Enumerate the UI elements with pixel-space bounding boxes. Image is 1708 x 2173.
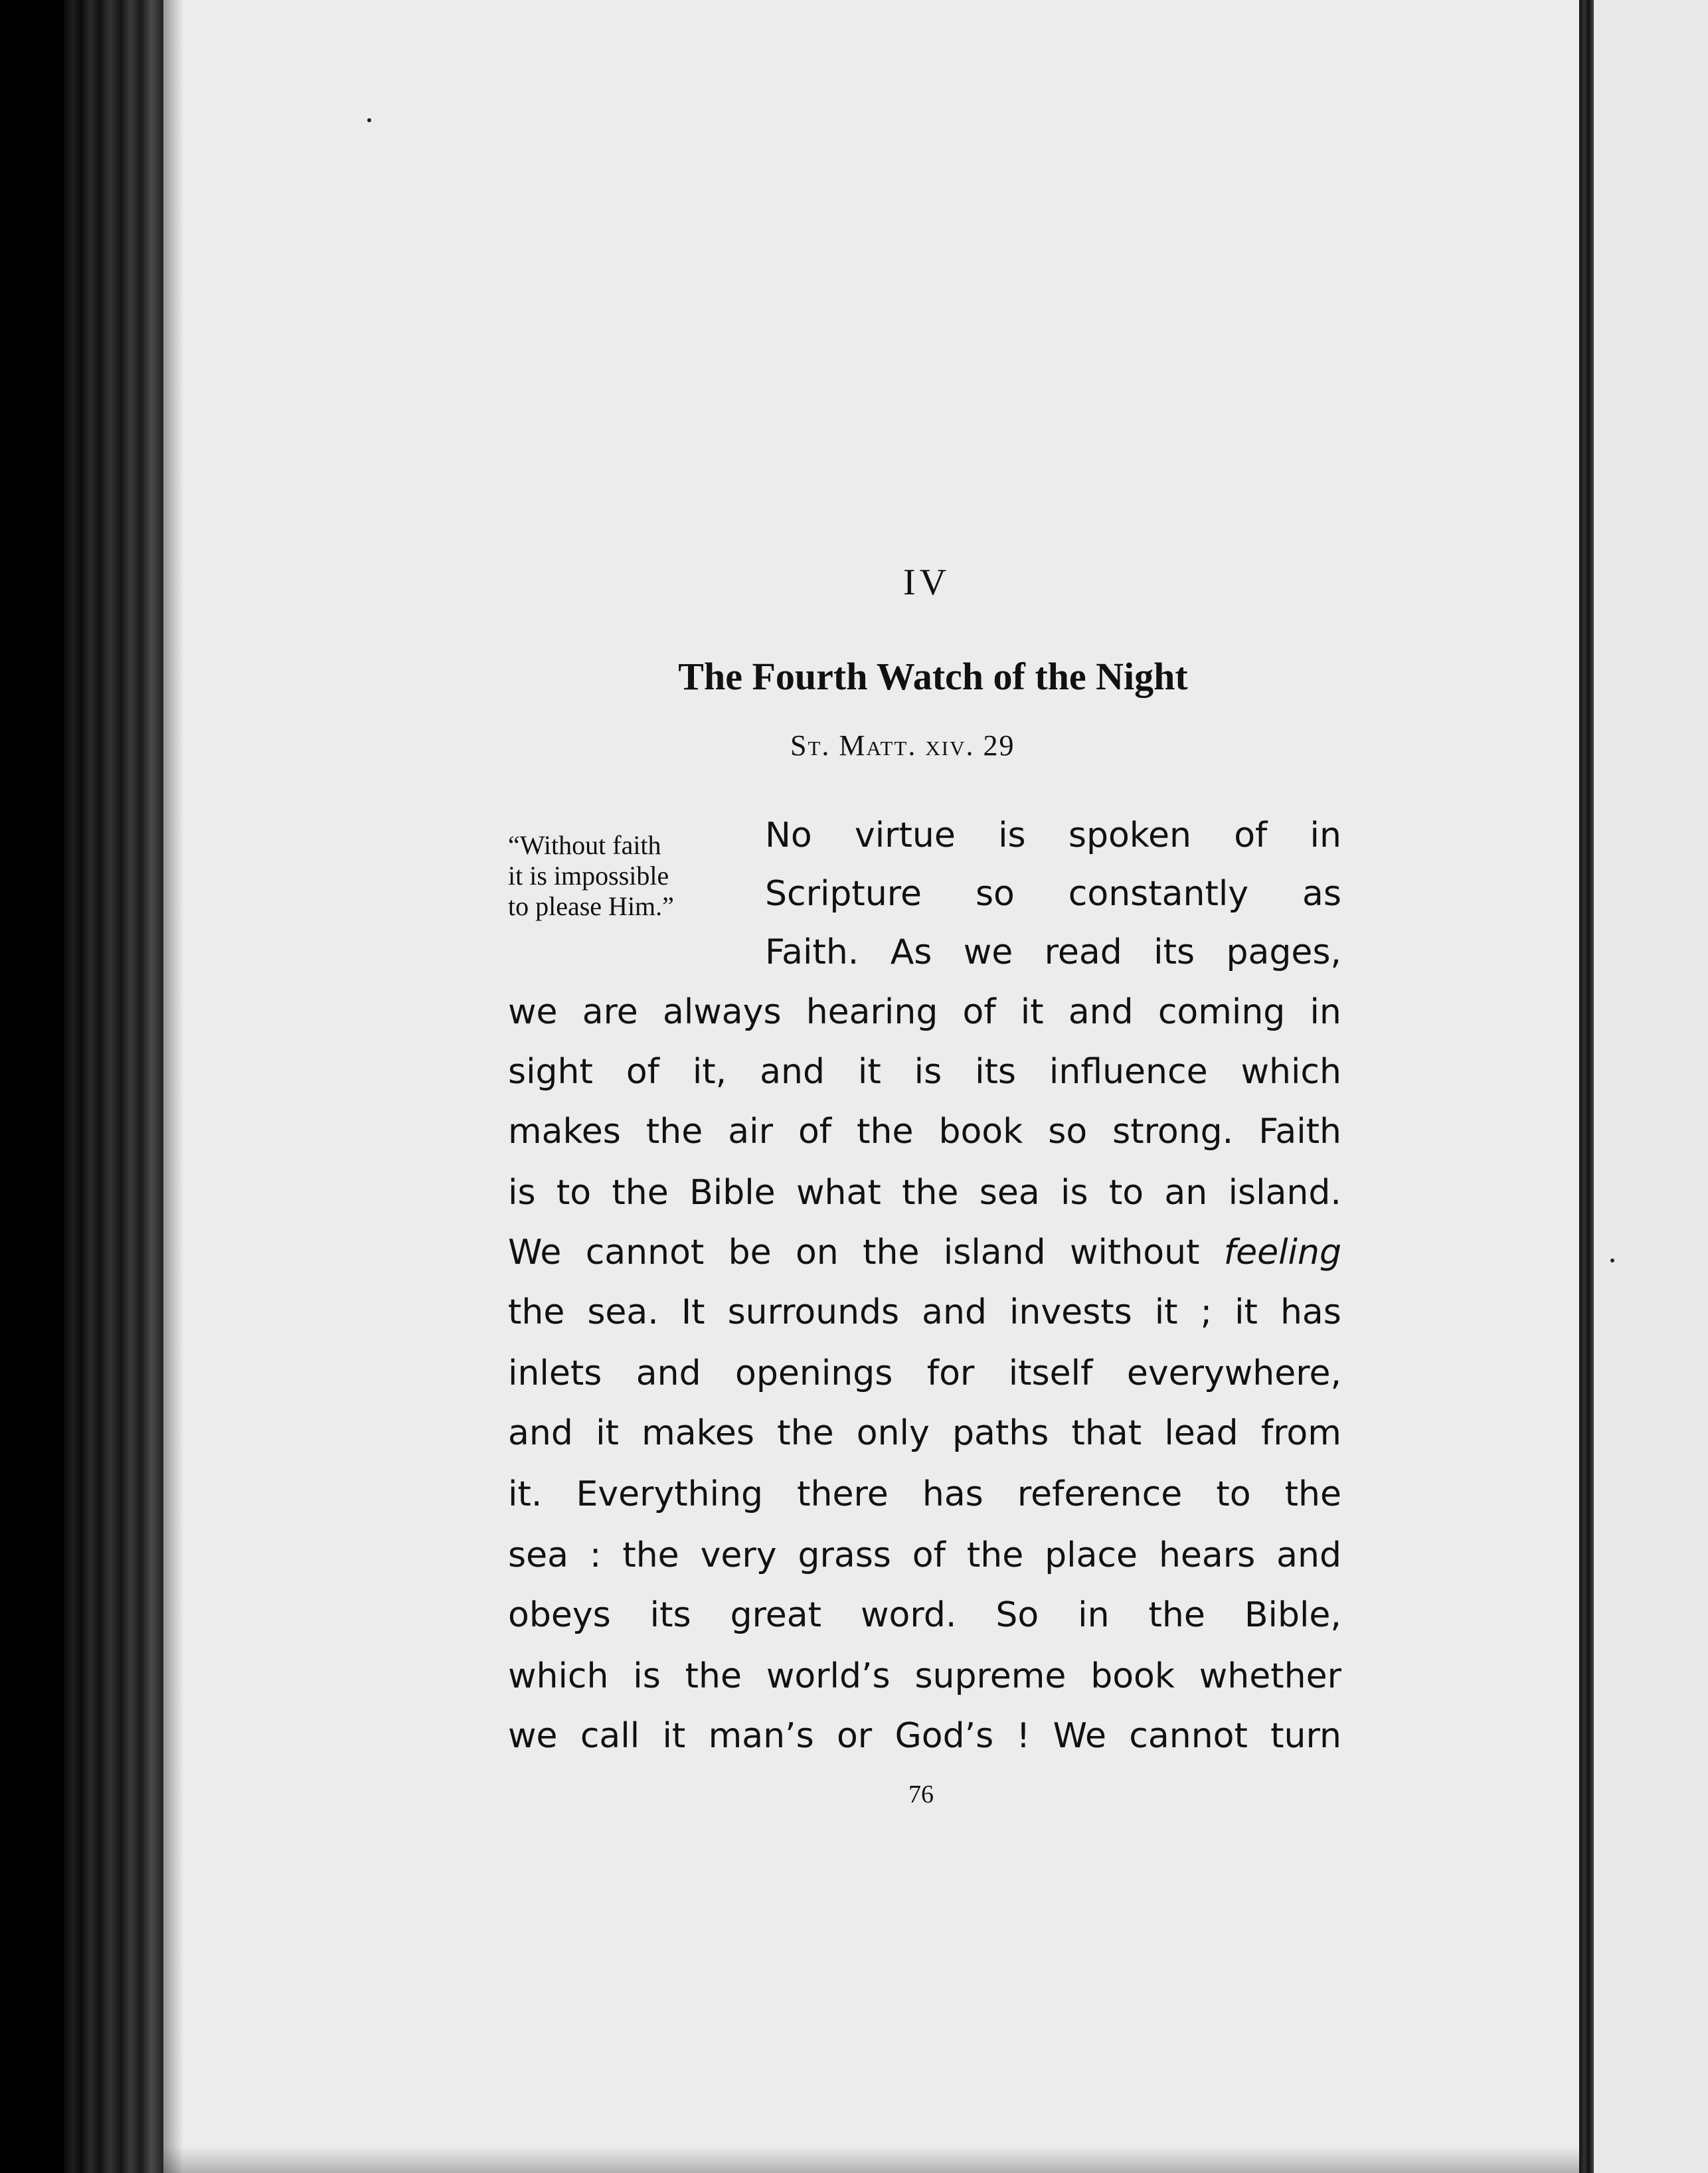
- word: to: [1108, 1173, 1144, 1213]
- word: hearing: [806, 992, 938, 1032]
- word: virtue: [854, 816, 956, 855]
- word: very: [700, 1535, 777, 1575]
- body-line: [508, 1474, 1341, 1514]
- word: that: [1071, 1413, 1142, 1453]
- word: is: [914, 1052, 942, 1092]
- word: which: [508, 1656, 609, 1696]
- word: has: [922, 1474, 983, 1514]
- word: Faith.: [765, 932, 859, 972]
- word: sight: [508, 1052, 593, 1092]
- word: We: [508, 1233, 562, 1272]
- word: the: [685, 1656, 742, 1696]
- word: the: [966, 1535, 1024, 1575]
- word: for: [926, 1353, 975, 1393]
- word: it: [857, 1052, 881, 1092]
- word: As: [890, 932, 932, 972]
- speck: [1610, 1259, 1614, 1262]
- word: surrounds: [727, 1292, 900, 1332]
- word: :: [589, 1535, 602, 1575]
- body-line: [508, 1413, 1341, 1453]
- word: the: [622, 1535, 679, 1575]
- word: pages,: [1226, 932, 1341, 972]
- word: feeling: [1223, 1233, 1341, 1272]
- word: sea: [508, 1535, 568, 1575]
- word: the: [777, 1413, 834, 1453]
- word: and: [760, 1052, 825, 1092]
- body-line: [508, 1656, 1341, 1696]
- word: we: [963, 932, 1013, 972]
- body-line: [765, 932, 1341, 972]
- word: sea.: [587, 1292, 659, 1332]
- word: everywhere,: [1126, 1353, 1341, 1393]
- word: supreme: [914, 1656, 1067, 1696]
- word: be: [728, 1233, 772, 1272]
- word: of: [798, 1112, 832, 1152]
- word: of: [1234, 816, 1268, 855]
- word: in: [1078, 1595, 1110, 1635]
- word: and: [922, 1292, 987, 1332]
- page-shadow: [163, 0, 183, 2173]
- body-line: [508, 1535, 1341, 1575]
- word: it: [662, 1716, 686, 1756]
- body-line: [508, 1595, 1341, 1635]
- word: strong.: [1112, 1112, 1234, 1152]
- word: Faith: [1258, 1112, 1341, 1152]
- body-line: [508, 992, 1341, 1032]
- word: great: [730, 1595, 822, 1635]
- margin-quote: [508, 830, 754, 922]
- word: are: [582, 992, 638, 1032]
- body-line: [508, 1716, 1341, 1756]
- word: it: [1020, 992, 1044, 1032]
- word: its: [649, 1595, 691, 1635]
- word: its: [1153, 932, 1195, 972]
- word: inlets: [508, 1353, 602, 1393]
- word: whether: [1199, 1656, 1341, 1696]
- word: We: [1053, 1716, 1106, 1756]
- word: has: [1280, 1292, 1341, 1332]
- word: openings: [735, 1353, 893, 1393]
- word: paths: [952, 1413, 1049, 1453]
- word: without: [1069, 1233, 1200, 1272]
- body-line: [508, 1233, 1341, 1272]
- word: the: [612, 1173, 669, 1213]
- word: it: [1235, 1292, 1258, 1332]
- word: ;: [1200, 1292, 1213, 1332]
- page-shadow-bottom: [163, 2146, 1584, 2173]
- word: to: [1216, 1474, 1251, 1514]
- word: makes: [508, 1112, 621, 1152]
- word: it,: [692, 1052, 727, 1092]
- word: influence: [1049, 1052, 1208, 1092]
- margin-quote-line: “Without faith: [508, 830, 661, 860]
- word: the: [645, 1112, 703, 1152]
- word: what: [796, 1173, 881, 1213]
- word: we: [508, 992, 558, 1032]
- chapter-number: IV: [903, 562, 951, 603]
- word: cannot: [1129, 1716, 1248, 1756]
- word: read: [1044, 932, 1122, 972]
- word: an: [1164, 1173, 1208, 1213]
- word: hears: [1158, 1535, 1256, 1575]
- word: book: [938, 1112, 1023, 1152]
- word: reference: [1017, 1474, 1183, 1514]
- word: air: [728, 1112, 773, 1152]
- word: the: [1148, 1595, 1205, 1635]
- word: is: [998, 816, 1026, 855]
- word: grass: [798, 1535, 891, 1575]
- word: the: [902, 1173, 959, 1213]
- word: of: [912, 1535, 946, 1575]
- body-line: [508, 1112, 1341, 1152]
- word: the: [857, 1112, 914, 1152]
- word: the: [863, 1233, 920, 1272]
- word: there: [797, 1474, 889, 1514]
- word: is: [633, 1656, 661, 1696]
- chapter-title: The Fourth Watch of the Night: [678, 655, 1188, 698]
- word: it: [596, 1413, 619, 1453]
- margin-quote-line: it is impossible: [508, 861, 669, 891]
- word: from: [1260, 1413, 1341, 1453]
- word: makes: [641, 1413, 754, 1453]
- word: in: [1310, 816, 1341, 855]
- word: is: [508, 1173, 536, 1213]
- word: island.: [1228, 1173, 1341, 1213]
- word: spoken: [1068, 816, 1191, 855]
- page-number: 76: [908, 1781, 934, 1808]
- word: No: [765, 816, 812, 855]
- word: the: [508, 1292, 565, 1332]
- body-line: [765, 816, 1341, 855]
- word: on: [795, 1233, 839, 1272]
- word: it: [1154, 1292, 1178, 1332]
- word: Bible: [689, 1173, 776, 1213]
- word: so: [1048, 1112, 1088, 1152]
- word: to: [556, 1173, 592, 1213]
- word: constantly: [1068, 874, 1249, 914]
- word: it.: [508, 1474, 543, 1514]
- word: Scripture: [765, 874, 922, 914]
- word: world’s: [766, 1656, 891, 1696]
- word: place: [1045, 1535, 1138, 1575]
- word: Bible,: [1244, 1595, 1341, 1635]
- word: So: [995, 1595, 1039, 1635]
- word: which: [1240, 1052, 1341, 1092]
- word: invests: [1009, 1292, 1132, 1332]
- body-line: [508, 1353, 1341, 1393]
- word: book: [1090, 1656, 1175, 1696]
- word: itself: [1008, 1353, 1093, 1393]
- word: and: [1068, 992, 1134, 1032]
- word: obeys: [508, 1595, 611, 1635]
- word: It: [681, 1292, 705, 1332]
- word: !: [1016, 1716, 1031, 1756]
- word: always: [662, 992, 782, 1032]
- word: Everything: [576, 1474, 764, 1514]
- word: the: [1284, 1474, 1341, 1514]
- word: word.: [861, 1595, 957, 1635]
- word: turn: [1270, 1716, 1341, 1756]
- word: its: [975, 1052, 1017, 1092]
- word: of: [962, 992, 996, 1032]
- word: and: [508, 1413, 573, 1453]
- margin-quote-line: to please Him.”: [508, 891, 674, 921]
- word: as: [1302, 874, 1341, 914]
- body-line: [508, 1292, 1341, 1332]
- book-spine: [64, 0, 163, 2173]
- speck: [367, 118, 371, 122]
- word: we: [508, 1716, 558, 1756]
- body-line: [508, 1173, 1341, 1213]
- word: lead: [1164, 1413, 1238, 1453]
- word: so: [975, 874, 1015, 914]
- word: coming: [1157, 992, 1286, 1032]
- page-gutter: [1579, 0, 1594, 2173]
- body-line: [765, 874, 1341, 914]
- word: in: [1310, 992, 1341, 1032]
- facing-page-edge: [1594, 0, 1708, 2173]
- word: or: [836, 1716, 873, 1756]
- word: and: [1276, 1535, 1341, 1575]
- word: man’s: [708, 1716, 814, 1756]
- word: is: [1061, 1173, 1088, 1213]
- word: of: [626, 1052, 659, 1092]
- scripture-reference: St. Matt. xiv. 29: [790, 729, 1015, 762]
- word: and: [636, 1353, 701, 1393]
- word: call: [580, 1716, 640, 1756]
- word: cannot: [585, 1233, 705, 1272]
- word: only: [856, 1413, 930, 1453]
- word: island: [943, 1233, 1046, 1272]
- word: sea: [979, 1173, 1040, 1213]
- word: God’s: [895, 1716, 994, 1756]
- body-line: [508, 1052, 1341, 1092]
